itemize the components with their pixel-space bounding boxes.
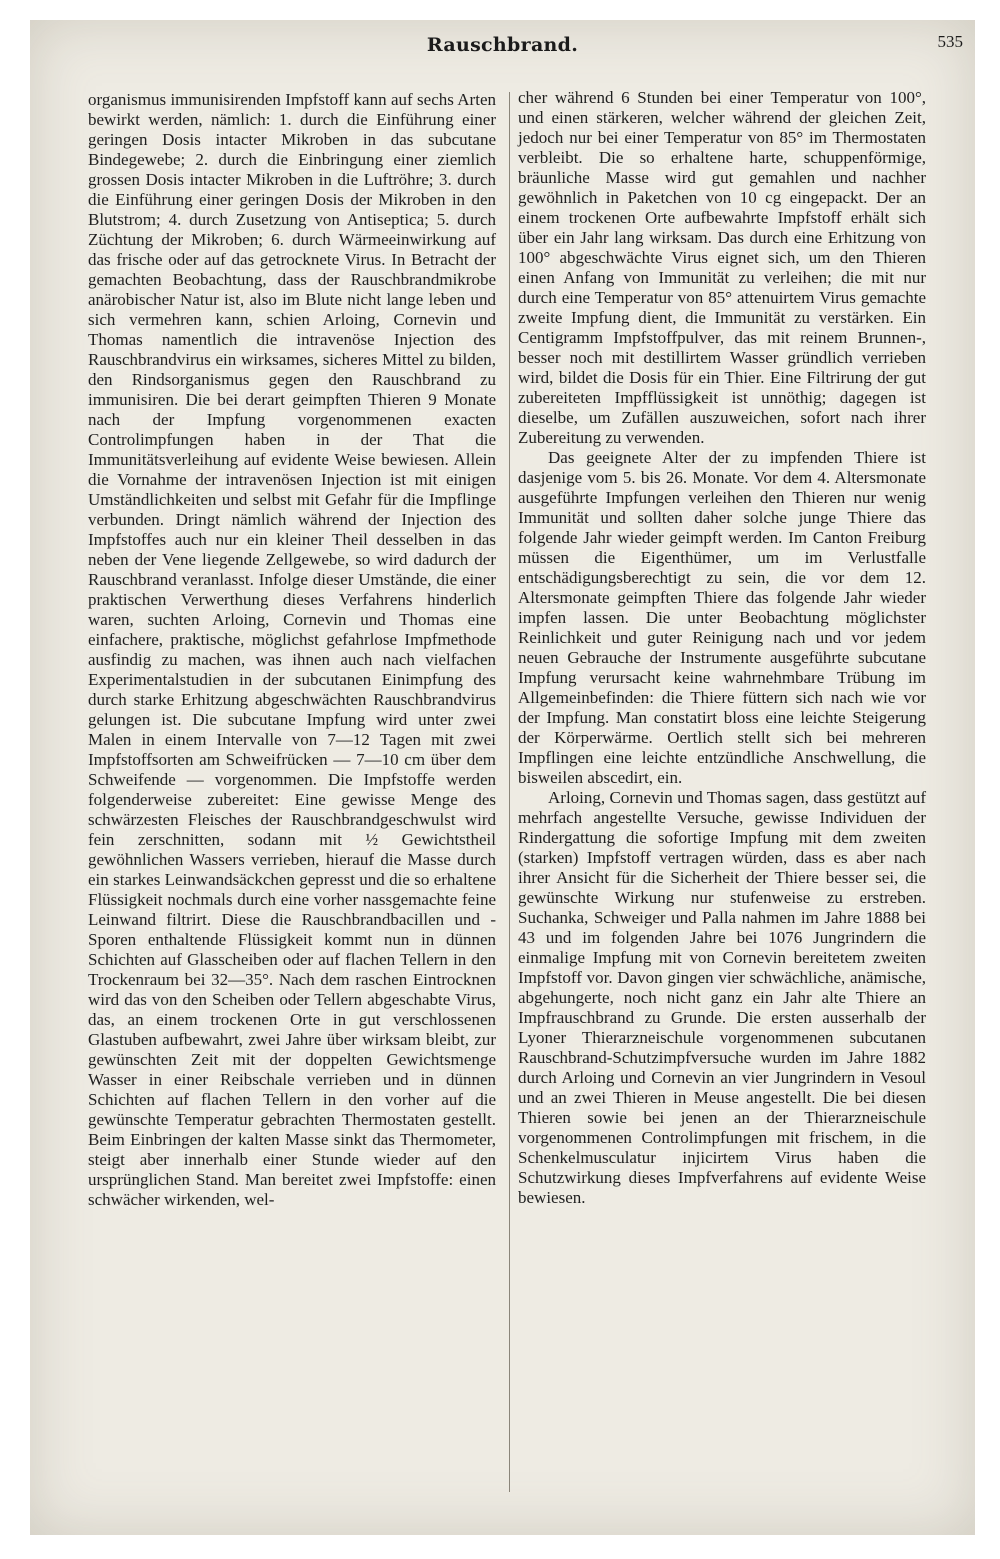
left-column-text: organismus immunisirenden Impfstoff kann auf sechs Arten bewirkt werden, nämlich: 1. durch die Einführung einer geringen Dosis intacter Mikroben in das subcutane Bindegewebe; 2. durch die Einbringung einer ziemlich grossen Dosis intacter Mikroben in die Luftröhre; 3. durch die Einführung einer geringen Dosis der Mikroben in den Blutstrom; 4. durch Zusetzung von Antiseptica; 5. durch Züchtung der Mikroben; 6. durch Wärmeeinwirkung auf das frische oder auf das getrocknete Virus. In Betracht der gemachten Beobachtung, dass der Rauschbrandmikrobe anärobischer Natur ist, also im Blute nicht lange leben und sich vermehren kann, schien Arloing, Cornevin und Thomas namentlich die intravenöse Injection des Rauschbrandvirus ein wirksames, sicheres Mittel zu bilden, den Rindsorganismus gegen den Rauschbrand zu immunisiren. Die bei derart geimpften Thieren 9 Monate nach der Impfung vorgenommenen exacten Controlimpfungen haben in der That die Immunitätsverleihung auf evidente Weise bewiesen. Allein die Vornahme der intravenösen Injection ist mit einigen Umständlichkeiten und selbst mit Gefahr für die Impflinge verbunden. Dringt nämlich während der Injection des Impfstoffes auch nur ein kleiner Theil desselben in das neben der Vene liegende Zellgewebe, so wird dadurch der Rauschbrand veranlasst. Infolge dieser Umstände, die einer praktischen Verwerthung dieses Verfahrens hinderlich waren, suchten Arloing, Cornevin und Thomas eine einfachere, praktische, möglichst gefahrlose Impfmethode ausfindig zu machen, was ihnen auch nach vielfachen Experimentalstudien in der subcutanen Einimpfung des durch starke Erhitzung abgeschwächten Rauschbrandvirus gelungen ist. Die subcutane Impfung wird unter zwei Malen in einem Intervalle von 7—12 Tagen mit zwei Impfstoffsorten am Schweifrücken — 7—10 cm über dem Schweifende — vorgenommen. Die Impfstoffe werden folgenderweise zubereitet: Eine gewisse Menge des schwärzesten Fleisches der Rauschbrandgeschwulst wird fein zerschnitten, sodann mit ½ Gewichtstheil gewöhnlichen Wassers verrieben, hierauf die Masse durch ein starkes Leinwandsäckchen gepresst und die so erhaltene Flüssigkeit nochmals durch eine vorher nassgemachte feine Leinwand filtrirt. Diese die Rauschbrandbacillen und -Sporen enthaltende Flüssigkeit kommt nun in dünnen Schichten auf Glasscheiben oder auf flachen Tellern in den Trockenraum bei 32—35°. Nach dem raschen Eintrocknen wird das von den Scheiben oder Tellern abgeschabte Virus, das, an einem trockenen Orte in gut verschlossenen Glastuben aufbewahrt, zwei Jahre über wirksam bleibt, zur gewünschten Zeit mit der doppelten Gewichtsmenge Wasser in einer Reibschale verrieben und in dünnen Schichten auf flachen Tellern in den vorher auf die gewünschte Temperatur gebrachten Thermostaten gestellt. Beim Einbringen der kalten Masse sinkt das Thermometer, steigt aber innerhalb einer Stunde wieder auf den ursprünglichen Stand. Man bereitet zwei Impfstoffe: einen schwächer wirkenden, wel-: [88, 90, 496, 1209]
running-title: Rauschbrand.: [426, 34, 579, 56]
right-paragraph-2: Das geeignete Alter der zu impfenden Thiere ist dasjenige vom 5. bis 26. Monate. Vor dem 4. Altersmonate ausgeführte Impfungen verleihen den Thieren nur wenig Immunität und sollten daher solche junge Thiere das folgende Jahr wieder geimpft werden. Im Canton Freiburg müssen die Eigenthümer, um im Verlustfalle entschädigungsberechtigt zu sein, die vor dem 12. Altersmonate geimpften Thiere das folgende Jahr wieder impfen lassen. Die unter Beobachtung möglichster Reinlichkeit und guter Reinigung nach und vor jedem neuen Gebrauche der Instrumente ausgeführte subcutane Impfung verursacht keine wahrnehmbare Trübung im Allgemeinbefinden: die Thiere füttern sich nach wie vor der Impfung. Man constatirt bloss eine leichte Steigerung der Körperwärme. Oertlich stellt sich bei mehreren Impflingen eine leichte entzündliche Anschwellung, die bisweilen abscedirt, ein.: [518, 448, 926, 787]
book-page: [30, 20, 975, 1535]
left-column: [88, 90, 496, 1210]
right-column: [518, 88, 926, 1208]
page-number: 535: [937, 32, 963, 51]
column-divider: [509, 92, 510, 1492]
right-paragraph-1: cher während 6 Stunden bei einer Temperatur von 100°, und einen stärkeren, welcher während der gleichen Zeit, jedoch nur bei einer Temperatur von 85° im Thermostaten verbleibt. Die so erhaltene harte, schuppenförmige, bräunliche Masse wird gut gemahlen und nachher gewöhnlich in Paketchen von 10 cg eingepackt. Der an einem trockenen Orte aufbewahrte Impfstoff erhält sich über ein Jahr lang wirksam. Das durch eine Erhitzung von 100° abgeschwächte Virus eignet sich, um den Thieren einen Anfang von Immunität zu verleihen; die mit nur durch eine Temperatur von 85° attenuirtem Virus gemachte zweite Impfung dient, die Immunität zu verstärken. Ein Centigramm Impfstoffpulver, das mit reinem Brunnen-, besser noch mit destillirtem Wasser gründlich verrieben wird, bildet die Dosis für ein Thier. Eine Filtrirung der gut zubereiteten Impfflüssigkeit ist unnöthig; dagegen ist dieselbe, um Zufällen auszuweichen, sofort nach ihrer Zubereitung zu verwenden.: [518, 88, 926, 447]
right-paragraph-3: Arloing, Cornevin und Thomas sagen, dass gestützt auf mehrfach angestellte Versuche, gewisse Individuen der Rindergattung die sofortige Impfung mit dem zweiten (starken) Impfstoff vertragen würden, dass es aber nach ihrer Ansicht für die Sicherheit der Thiere besser sei, die gewünschte Wirkung nur stufenweise zu erstreben. Suchanka, Schweiger und Palla nahmen im Jahre 1888 bei 43 und im folgenden Jahre bei 1076 Jungrindern die einmalige Impfung mit von Cornevin bereitetem zweiten Impfstoff vor. Davon gingen vier schwächliche, anämische, abgehungerte, noch nicht ganz ein Jahr alte Thiere an Impfrauschbrand zu Grunde. Die ersten ausserhalb der Lyoner Thierarzneischule vorgenommenen subcutanen Rauschbrand-Schutzimpfversuche wurden im Jahre 1882 durch Arloing und Cornevin an vier Jungrindern in Vesoul und an zwei Thieren in Meuse angestellt. Die bei diesen Thieren sowie bei jenen an der Thierarzneischule vorgenommenen Controlimpfungen mit frischem, in die Schenkelmusculatur injicirtem Virus haben die Schutzwirkung dieses Impfverfahrens auf evidente Weise bewiesen.: [518, 788, 926, 1207]
